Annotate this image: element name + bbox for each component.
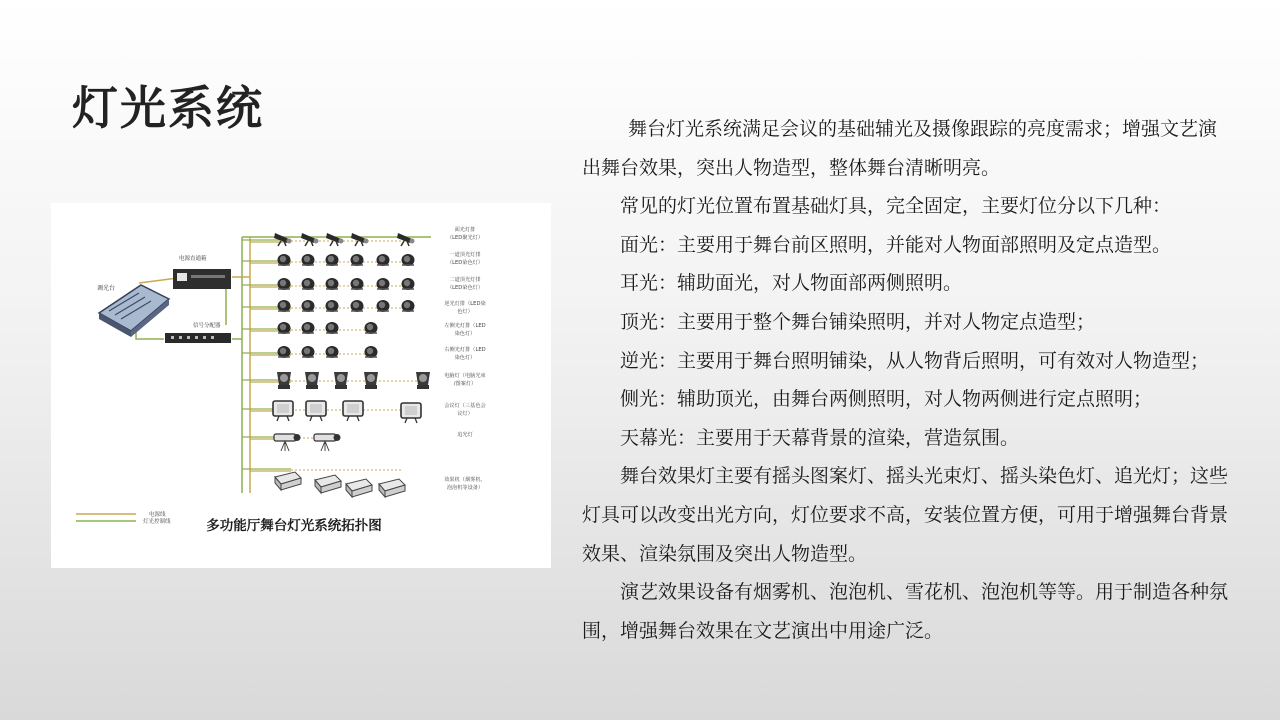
row-label: 议灯） [457,411,473,417]
paragraph: 演艺效果设备有烟雾机、泡泡机、雪花机、泡泡机等等。用于制造各种氛围，增强舞台效果在文艺演出中用途广泛。 [582,581,1229,642]
effect-machine-row [275,472,405,497]
body-text [582,110,1232,650]
legend-power-label: 电源线 [149,512,166,518]
paragraph: 舞台灯光系统满足会议的基础辅光及摄像跟踪的亮度需求；增强文艺演出舞台效果，突出人物造型，整体舞台清晰明亮。 [582,118,1218,179]
diagram-caption: 多功能厅舞台灯光系统拓扑图 [206,518,382,534]
row-label: 右侧光灯排（LED [444,347,486,353]
row-label: 会议灯（三基色会 [444,403,486,409]
row-label: 色灯） [457,309,473,315]
paragraph: 耳光：辅助面光，对人物面部两侧照明。 [620,272,963,295]
row-label: （LED染色灯） [446,260,484,266]
row-label: 染色灯） [454,355,476,361]
row-label: （LED染色灯） [446,285,484,291]
row-label: 效果机（烟雾机、 [444,477,486,483]
diagram-legend [76,510,171,525]
lighting-console [97,284,169,337]
signal-splitter [165,321,231,343]
row-label: /图案灯） [453,381,477,387]
paragraph: 舞台效果灯主要有摇头图案灯、摇头光束灯、摇头染色灯、追光灯；这些灯具可以改变出光方向，灯位要求不高，安装位置方便，可用于增强舞台背景效果、渲染氛围及突出人物造型。 [582,465,1229,565]
dimmer-label: 电源直通箱 [179,256,207,262]
row-label: 追光灯 [457,432,473,438]
lighting-topology-diagram [51,203,551,568]
page-title: 灯光系统 [72,81,264,135]
row-label: 左侧光灯排（LED [444,323,486,329]
console-label: 调光台 [97,285,116,292]
row-label: 二道顶光灯排 [449,277,481,283]
splitter-label: 信号分配器 [193,323,221,329]
row-label: 电脑灯（电脑光束 [444,373,486,379]
row-label: 染色灯） [454,331,476,337]
paragraph: 侧光：辅助顶光，由舞台两侧照明，对人物两侧进行定点照明； [620,388,1153,411]
row-label: 面光灯排 [454,227,476,233]
row-label: 逆光灯排（LED染 [444,301,486,307]
follow-spot-row [274,434,341,451]
dimmer-rack [173,254,231,289]
topology-svg [51,203,551,568]
paragraph: 逆光：主要用于舞台照明铺染，从人物背后照明，可有效对人物造型； [620,349,1210,372]
row-label: （LED聚光灯） [446,235,484,241]
legend-control-label: 灯光控制线 [143,519,171,525]
paragraph: 天幕光：主要用于天幕背景的渲染，营造氛围。 [620,426,1020,449]
paragraph: 面光：主要用于舞台前区照明，并能对人物面部照明及定点造型。 [620,233,1172,256]
front-light-row [274,233,415,246]
row-label: 一道顶光灯排 [449,252,481,258]
par-rows [278,254,415,358]
paragraph: 常见的灯光位置布置基础灯具，完全固定，主要灯位分以下几种： [620,195,1172,218]
row-label: 泡泡机等设备） [446,485,484,491]
paragraph: 顶光：主要用于整个舞台铺染照明，并对人物定点造型； [620,310,1096,333]
conference-light-row [273,401,421,423]
